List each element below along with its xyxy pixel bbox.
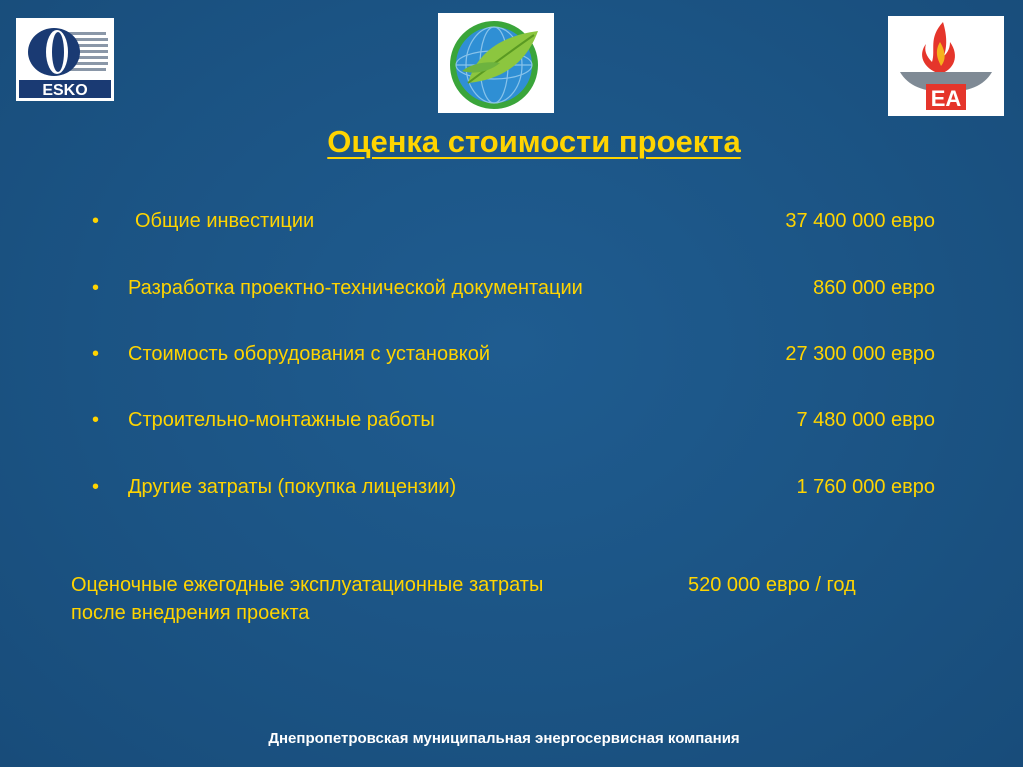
bullet: • bbox=[92, 343, 100, 365]
eco-globe-logo bbox=[438, 13, 554, 113]
item-value: 37 400 000 евро bbox=[785, 210, 935, 232]
bullet: • bbox=[92, 409, 100, 431]
item-label: Стоимость оборудования с установкой bbox=[128, 343, 490, 365]
list-item bbox=[0, 277, 1023, 307]
item-label: Другие затраты (покупка лицензии) bbox=[128, 476, 457, 498]
item-label: Общие инвестиции bbox=[135, 210, 315, 232]
annual-costs-line-1: Оценочные ежегодные эксплуатационные затраты bbox=[71, 574, 544, 596]
esko-logo-text: ESKO bbox=[42, 82, 88, 99]
item-value: 7 480 000 евро bbox=[796, 409, 935, 431]
annual-costs-line-2: после внедрения проекта bbox=[71, 602, 310, 624]
annual-costs-value: 520 000 евро / год bbox=[688, 574, 856, 596]
esko-logo bbox=[16, 18, 114, 101]
page-title: Оценка стоимости проекта bbox=[327, 124, 741, 159]
item-value: 27 300 000 евро bbox=[785, 343, 935, 365]
ea-logo bbox=[888, 16, 1004, 116]
ea-logo-text: EA bbox=[930, 86, 962, 111]
list-item bbox=[0, 210, 1023, 240]
item-value: 1 760 000 евро bbox=[796, 476, 935, 498]
bullet: • bbox=[92, 476, 100, 498]
list-item bbox=[0, 409, 1023, 439]
annual-costs-label bbox=[71, 571, 651, 627]
bullet: • bbox=[92, 210, 100, 232]
item-label: Разработка проектно-технической документации bbox=[128, 277, 583, 299]
list-item bbox=[0, 343, 1023, 373]
bullet: • bbox=[92, 277, 100, 299]
footer-company-name: Днепропетровская муниципальная энергосервисная компания bbox=[268, 730, 740, 747]
item-value: 860 000 евро bbox=[813, 277, 935, 299]
item-label: Строительно-монтажные работы bbox=[128, 409, 435, 431]
list-item bbox=[0, 476, 1023, 506]
